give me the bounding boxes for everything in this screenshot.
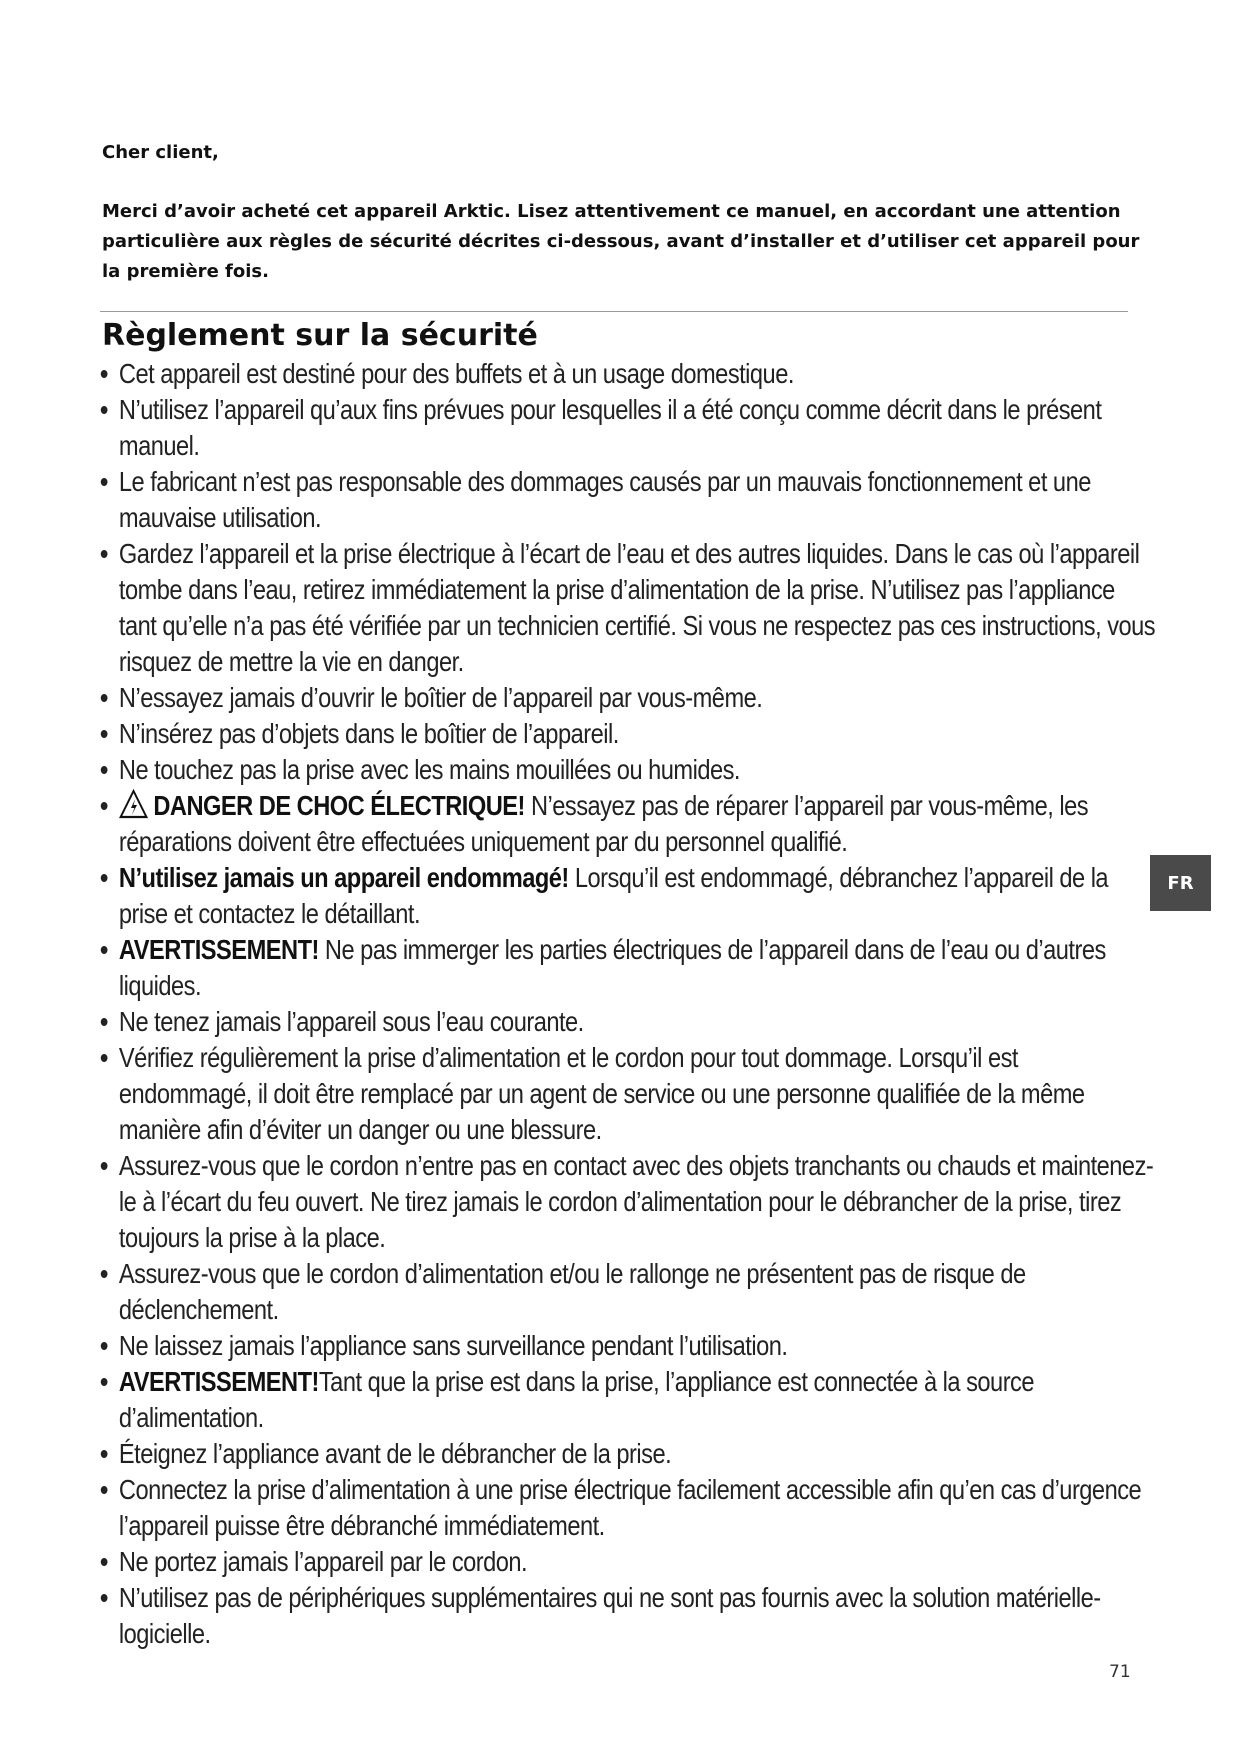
rule-emphasis: DANGER DE CHOC ÉLECTRIQUE! [153,790,525,821]
rule-emphasis: AVERTISSEMENT! [118,1366,319,1397]
bullet-point: • [100,862,108,893]
rule-text: N’essayez jamais d’ouvrir le boîtier de l’appareil par vous-même. [118,682,763,713]
rule-text: N’essayez pas de réparer l’appareil par vous-même, les réparations doivent être effectuées uniquement par du personnel qualifié. [118,790,1089,857]
safety-rule-item [100,716,1156,752]
rule-text: Assurez-vous que le cordon d’alimentation et/ou le rallonge ne présentent pas de risque de déclenchement. [118,1258,1026,1325]
rule-text: Ne tenez jamais l’appareil sous l’eau courante. [118,1006,584,1037]
safety-rule-item [100,1328,1156,1364]
bullet-point: • [100,394,108,425]
safety-rule-item [100,1544,1156,1580]
intro-paragraph: Merci d’avoir acheté cet appareil Arktic. Lisez attentivement ce manuel, en accordant une attention particulière aux règles de sécurité décrites ci-dessous, avant d’installer et d’utiliser cet appareil pour la première fois. [102,201,1140,282]
rule-text: Gardez l’appareil et la prise électrique à l’écart de l’eau et des autres liquides. Dans le cas où l’appareil tombe dans l’eau, retirez immédiatement la prise d’alimentation de la prise. N’utilisez pas l’appliance tant qu’elle n’a pas été vérifiée par un technicien certifié. Si vous ne respectez pas ces instructions, vous risquez de mettre la vie en danger. [118,538,1156,677]
page-number: 71 [1109,1662,1131,1682]
rule-text: N’insérez pas d’objets dans le boîtier de l’appareil. [118,718,619,749]
rule-text: Ne pas immerger les parties électriques de l’appareil dans de l’eau ou d’autres liquides. [118,934,1106,1001]
rule-text: N’utilisez l’appareil qu’aux fins prévues pour lesquelles il a été conçu comme décrit dans le présent manuel. [118,394,1102,461]
bullet-point: • [100,466,108,497]
safety-rule-item [100,464,1156,536]
rule-text: Lorsqu’il est endommagé, débranchez l’appareil de la prise et contactez le détaillant. [118,862,1109,929]
rule-text: Assurez-vous que le cordon n’entre pas en contact avec des objets tranchants ou chauds et maintenez-le à l’écart du feu ouvert. Ne tirez jamais le cordon d’alimentation pour le débrancher de la prise, tirez toujours la prise à la place. [118,1150,1154,1253]
safety-rule-item [100,788,1156,860]
language-tab: FR [1150,855,1211,911]
safety-rule-item [100,356,1156,392]
safety-rule-item [100,1436,1156,1472]
bullet-point: • [100,1366,108,1397]
greeting: Cher client, [102,142,219,163]
bullet-point: • [100,1546,108,1577]
bullet-point: • [100,1474,108,1505]
bullet-point: • [100,790,108,821]
bullet-point: • [100,1330,108,1361]
rule-text: Le fabricant n’est pas responsable des dommages causés par un mauvais fonctionnement et une mauvaise utilisation. [118,466,1091,533]
bullet-point: • [100,1042,108,1073]
rule-text: Ne laissez jamais l’appliance sans surveillance pendant l’utilisation. [118,1330,788,1361]
rule-text: Éteignez l’appliance avant de le débrancher de la prise. [118,1438,672,1469]
bullet-point: • [100,538,108,569]
safety-rule-item [100,1472,1156,1544]
electric-shock-warning-icon [119,789,148,819]
bullet-point: • [100,1006,108,1037]
rule-text: Cet appareil est destiné pour des buffets et à un usage domestique. [118,358,794,389]
safety-rule-item [100,1364,1156,1436]
section-heading: Règlement sur la sécurité [102,318,538,353]
bullet-point: • [100,682,108,713]
bullet-point: • [100,1438,108,1469]
bullet-point: • [100,718,108,749]
safety-rule-item [100,1004,1156,1040]
safety-rule-item [100,392,1156,464]
bullet-point: • [100,1150,108,1181]
safety-rule-item [100,680,1156,716]
safety-rule-item [100,932,1156,1004]
safety-rule-item [100,1256,1156,1328]
bullet-point: • [100,934,108,965]
rule-emphasis: AVERTISSEMENT! [118,934,319,965]
bullet-point: • [100,754,108,785]
safety-rule-item [100,752,1156,788]
safety-rule-item [100,1040,1156,1148]
safety-rule-item [100,860,1156,932]
rule-text: Vérifiez régulièrement la prise d’alimentation et le cordon pour tout dommage. Lorsqu’il est endommagé, il doit être remplacé par un agent de service ou une personne qualifiée de la même manière afin d’éviter un danger ou une blessure. [118,1042,1085,1145]
bullet-point: • [100,358,108,389]
rule-text: Tant que la prise est dans la prise, l’appliance est connectée à la source d’alimentation. [118,1366,1035,1433]
safety-rule-item [100,1148,1156,1256]
rule-text: N’utilisez pas de périphériques supplémentaires qui ne sont pas fournis avec la solution matérielle-logicielle. [118,1582,1101,1649]
bullet-point: • [100,1582,108,1613]
safety-rules-list [100,356,1156,1652]
bullet-point: • [100,1258,108,1289]
rule-text: Ne portez jamais l’appareil par le cordon. [118,1546,528,1577]
rule-emphasis: N’utilisez jamais un appareil endommagé! [118,862,569,893]
safety-rule-item [100,536,1156,680]
safety-rule-item [100,1580,1156,1652]
section-divider [100,311,1128,312]
rule-text: Connectez la prise d’alimentation à une prise électrique facilement accessible afin qu’en cas d’urgence l’appareil puisse être débranché immédiatement. [118,1474,1142,1541]
rule-text: Ne touchez pas la prise avec les mains mouillées ou humides. [118,754,740,785]
